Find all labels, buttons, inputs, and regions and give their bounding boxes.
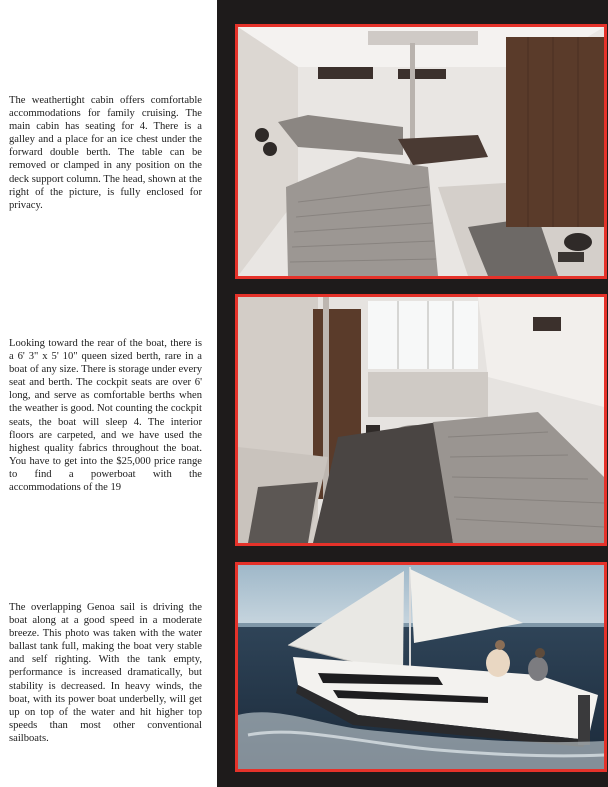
photo-rear-berth — [235, 294, 607, 546]
photo-cabin-interior — [235, 24, 607, 279]
cabin-interior-illustration — [238, 27, 604, 276]
caption-rear-berth: Looking toward the rear of the boat, there is a 6' 3" x 5' 10" queen sized berth, rare in a boat of any size. There is storage under every seat and berth. The cockpit seats are over 6' long, and serve as comfortable berths when the weather is good. Not counting the cockpit seats, the boat will sleep 4. The interior floors are carpeted, and we have used the highest quality fabrics throughout the boat. You have to get into the $25,000 price range to find a powerboat with the accommodations of the 19 — [9, 338, 202, 494]
photo-sailing — [235, 562, 607, 772]
rear-berth-illustration — [238, 297, 604, 543]
sailboat-illustration — [238, 565, 604, 769]
caption-cabin: The weathertight cabin offers comfortable accommodations for family cruising. The main cabin has seating for 4. There is a galley and a place for an ice chest under the forward double berth. The table can be removed or clamped in any position on the deck support column. The head, shown at the right of the picture, is fully enclosed for privacy. — [9, 95, 202, 211]
caption-genoa-sail: The overlapping Genoa sail is driving the boat along at a good speed in a moderate breeze. This photo was taken with the water ballast tank full, making the boat very stable and self righting. With the tank empty, performance is increased dramatically, but stability is decreased. In heavy winds, the boat, with its power boat underbelly, will get up on top of the water and hit higher top speeds than most other conventional sailboats. — [9, 602, 202, 744]
